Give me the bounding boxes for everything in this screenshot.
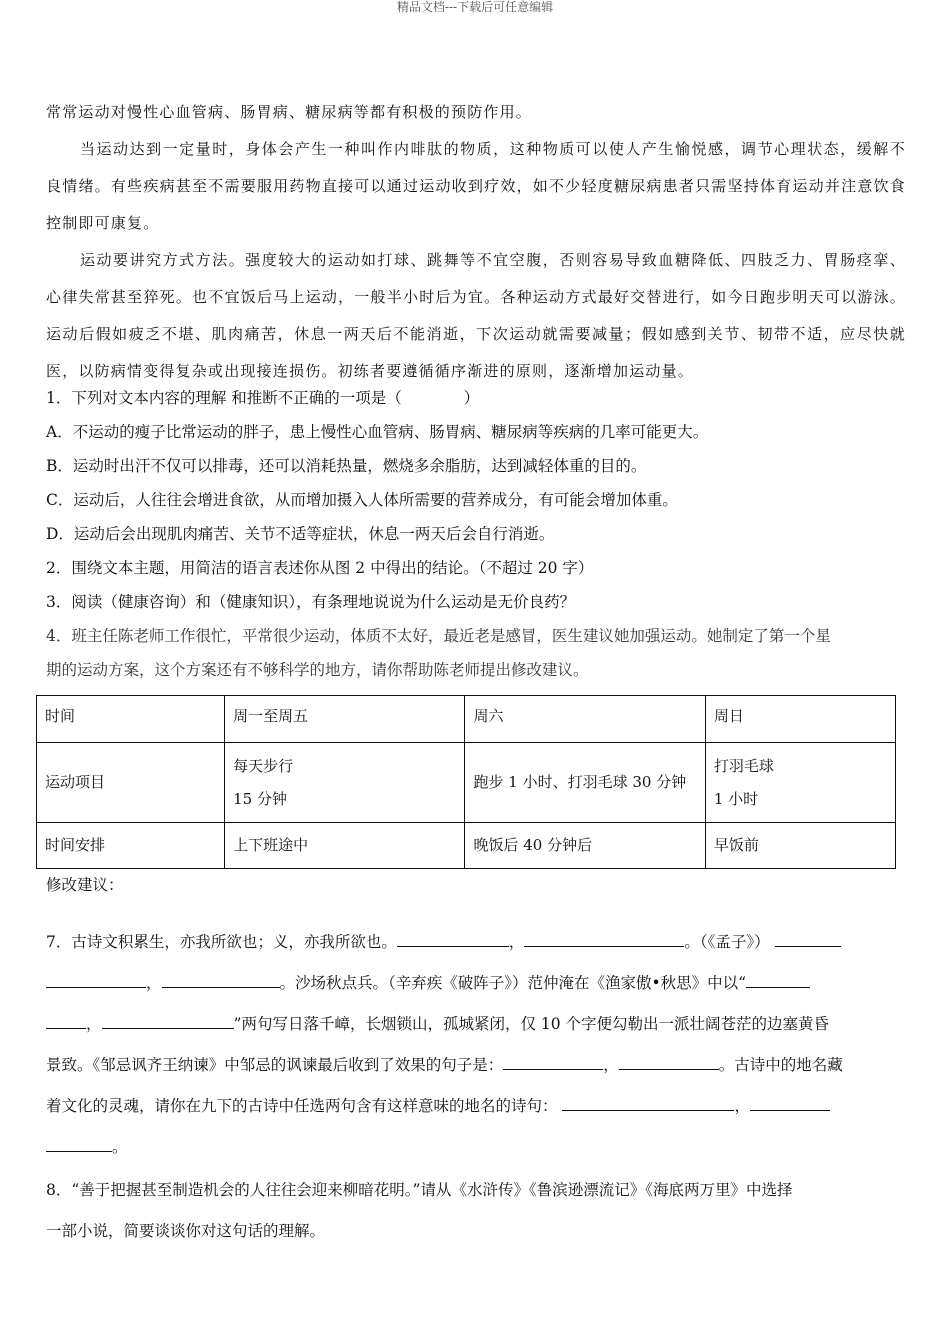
table-header: 周日 bbox=[705, 696, 895, 743]
answer-blank[interactable] bbox=[46, 1134, 112, 1152]
table-row bbox=[37, 823, 896, 869]
passage-paragraph: 常常运动对慢性心血管病、肠胃病、糖尿病等都有积极的预防作用。 bbox=[46, 103, 533, 121]
table-header: 周一至周五 bbox=[225, 696, 465, 743]
answer-blank[interactable] bbox=[775, 929, 841, 947]
option-c: C．运动后，人往往会增进食欲，从而增加摄入人体所需要的营养成分，有可能会增加体重。 bbox=[46, 491, 678, 509]
passage-paragraph: 当运动达到一定量时，身体会产生一种叫作内啡肽的物质，这种物质可以使人产生愉悦感，调节心理状态，缓解不良情绪。有些疾病甚至不需要服用药物直接可以通过运动收到疗效，如不少轻度糖尿病患者只需坚持体育运动并注意饮食控制即可康复。 bbox=[46, 140, 906, 232]
answer-blank[interactable] bbox=[162, 970, 280, 988]
question-7: 7．古诗文积累生，亦我所欲也；义，亦我所欲也。 ， 。（《孟子》） ， 。沙场秋点兵。（辛弃疾《破阵子》）范仲淹在《渔家傲•秋思》中以“ ， ”两句写日落千嶂，长烟锁山，孤城紧闭，仅 10 个字便勾勒出一派壮阔苍茫的边塞黄昏 景致。《邹忌讽齐王纳谏》中邹忌的讽谏最后收到了效果的句子是： ， 。古诗中的地名藏 着文化的灵魂，请你在九下的古诗中任选两句含有这样意味的地名的诗句： ， 。 bbox=[46, 922, 902, 1168]
question-4: 4．班主任陈老师工作很忙，平常很少运动，体质不太好，最近老是感冒，医生建议她加强运动。她制定了第一个星 bbox=[46, 627, 831, 645]
page-header: 精品文档---下载后可任意编辑 bbox=[396, 0, 554, 14]
suggestion-label: 修改建议： bbox=[46, 876, 124, 894]
table-header: 周六 bbox=[465, 696, 705, 743]
table-cell: 每天步行 15 分钟 bbox=[225, 743, 465, 823]
answer-blank[interactable] bbox=[746, 970, 810, 988]
answer-blank[interactable] bbox=[46, 970, 146, 988]
answer-blank[interactable] bbox=[619, 1052, 719, 1070]
table-cell: 上下班途中 bbox=[225, 823, 465, 869]
passage bbox=[46, 94, 906, 390]
table-row bbox=[37, 696, 896, 743]
answer-blank[interactable] bbox=[524, 929, 684, 947]
question-4-cont: 期的运动方案，这个方案还有不够科学的地方，请你帮助陈老师提出修改建议。 bbox=[46, 661, 589, 679]
option-a: A．不运动的瘦子比常运动的胖子，患上慢性心血管病、肠胃病、糖尿病等疾病的几率可能更大。 bbox=[46, 423, 709, 441]
table-cell: 打羽毛球 1 小时 bbox=[705, 743, 895, 823]
answer-blank[interactable] bbox=[503, 1052, 603, 1070]
option-d: D．运动后会出现肌肉痛苦、关节不适等症状，休息一两天后会自行消逝。 bbox=[46, 525, 555, 543]
table-cell: 运动项目 bbox=[37, 743, 225, 823]
answer-blank[interactable] bbox=[562, 1093, 734, 1111]
table-cell: 跑步 1 小时、打羽毛球 30 分钟 bbox=[465, 743, 705, 823]
option-b: B．运动时出汗不仅可以排毒，还可以消耗热量，燃烧多余脂肪，达到减轻体重的目的。 bbox=[46, 457, 647, 475]
question-2: 2．围绕文本主题，用简洁的语言表述你从图 2 中得出的结论。（不超过 20 字） bbox=[46, 559, 594, 577]
questions-block bbox=[46, 381, 906, 687]
question-3: 3．阅读（健康咨询）和（健康知识），有条理地说说为什么运动是无价良药？ bbox=[46, 593, 576, 611]
table-cell: 晚饭后 40 分钟后 bbox=[465, 823, 705, 869]
exercise-plan-table bbox=[36, 695, 896, 869]
question-8: 8．“善于把握甚至制造机会的人往往会迎来柳暗花明。”请从《水浒传》《鲁滨逊漂流记》《海底两万里》中选择 一部小说，简要谈谈你对这句话的理解。 bbox=[46, 1181, 793, 1240]
answer-blank[interactable] bbox=[750, 1093, 830, 1111]
table-header: 时间 bbox=[37, 696, 225, 743]
table-cell: 早饭前 bbox=[705, 823, 895, 869]
table-row bbox=[37, 743, 896, 823]
question-1: 1．下列对文本内容的理解 和推断不正确的一项是（ ） bbox=[46, 389, 480, 407]
table-cell: 时间安排 bbox=[37, 823, 225, 869]
answer-blank[interactable] bbox=[397, 929, 509, 947]
passage-paragraph: 运动要讲究方式方法。强度较大的运动如打球、跳舞等不宜空腹，否则容易导致血糖降低、四肢乏力、胃肠痉挛、心律失常甚至猝死。也不宜饭后马上运动，一般半小时后为宜。各种运动方式最好交替进行，如今日跑步明天可以游泳。运动后假如疲乏不堪、肌肉痛苦，休息一两天后不能消逝，下次运动就需要减量；假如感到关节、韧带不适，应尽快就医，以防病情变得复杂或出现接连损伤。初练者要遵循循序渐进的原则，逐渐增加运动量。 bbox=[46, 251, 906, 380]
answer-blank[interactable] bbox=[102, 1011, 234, 1029]
answer-blank[interactable] bbox=[46, 1011, 86, 1029]
